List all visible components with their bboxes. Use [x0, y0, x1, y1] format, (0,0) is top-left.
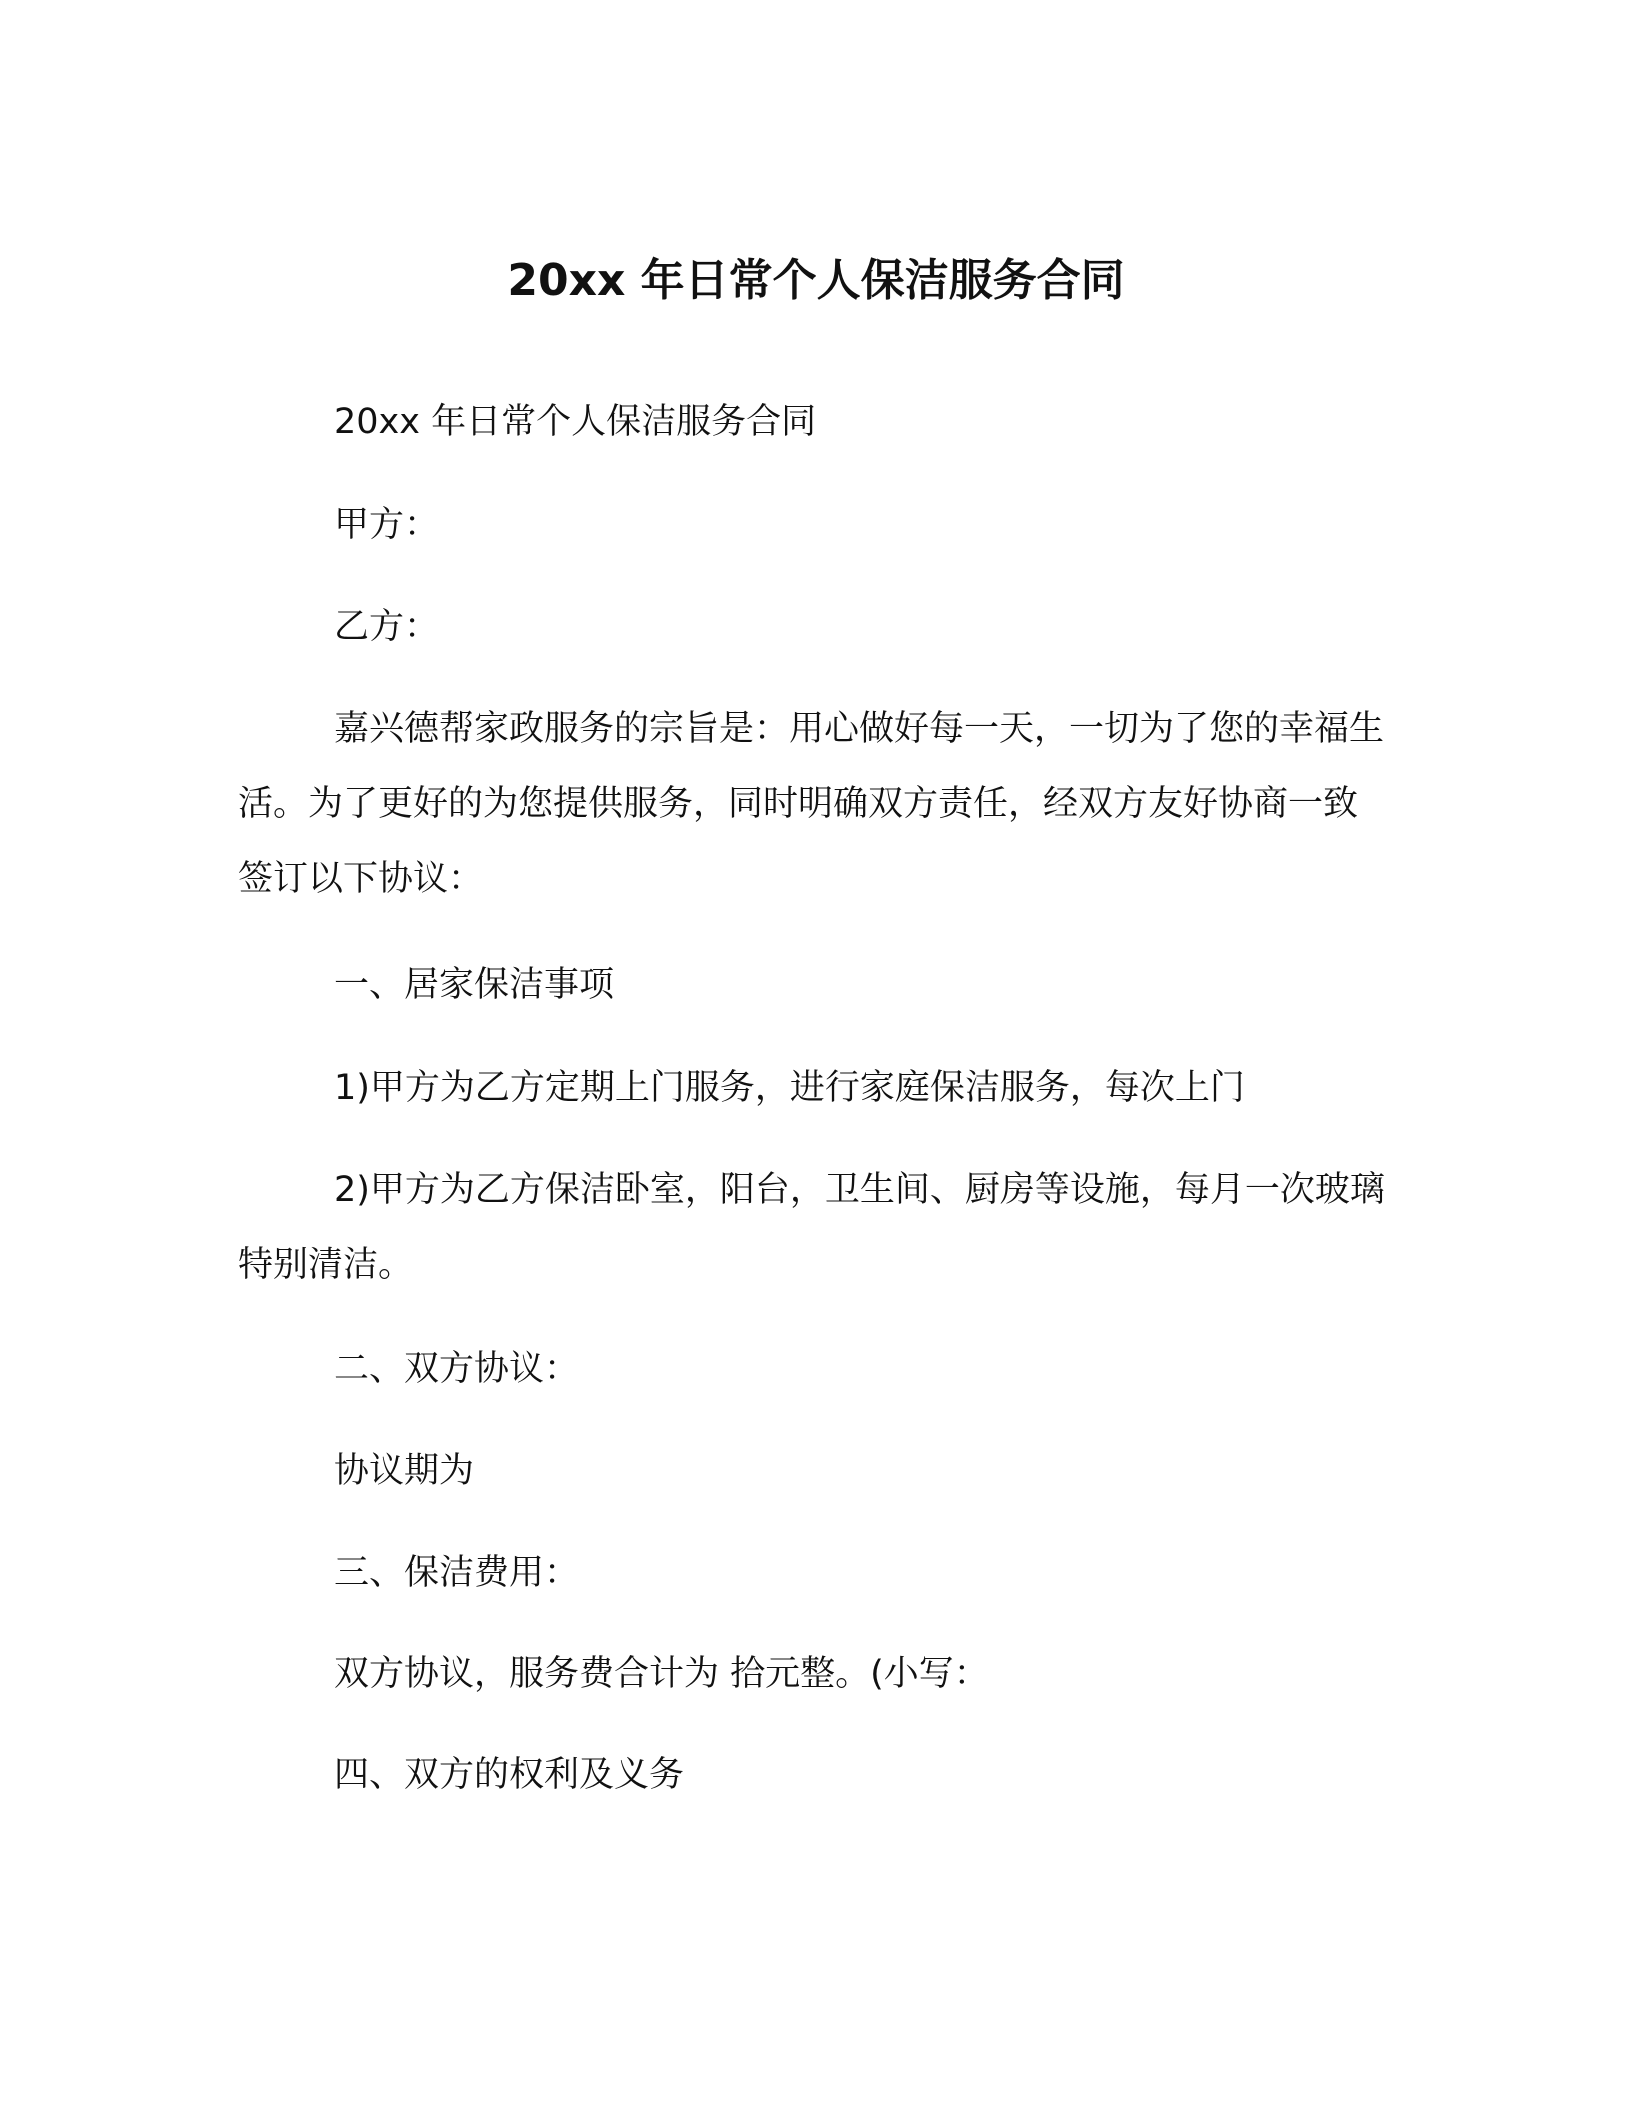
section-3-heading: 三、保洁费用：: [334, 1553, 580, 1593]
service-fee-line: 双方协议，服务费合计为 拾元整。(小写：: [334, 1654, 989, 1694]
section-1-item-1: 1)甲方为乙方定期上门服务，进行家庭保洁服务，每次上门: [334, 1068, 1245, 1108]
document-title: 20xx 年日常个人保洁服务合同: [507, 255, 1125, 307]
party-a-line: 甲方：: [334, 505, 440, 545]
contract-subtitle: 20xx 年日常个人保洁服务合同: [334, 402, 817, 442]
agreement-period-line: 协议期为: [334, 1451, 475, 1491]
section-1-item-2: 2)甲方为乙方保洁卧室，阳台，卫生间、厨房等设施，每月一次玻璃特别清洁。: [238, 1170, 1385, 1285]
preamble-paragraph: 嘉兴德帮家政服务的宗旨是：用心做好每一天，一切为了您的幸福生活。为了更好的为您提供服务，同时明确双方责任，经双方友好协商一致签订以下协议：: [238, 709, 1385, 899]
section-4-heading: 四、双方的权利及义务: [334, 1755, 685, 1795]
section-2-heading: 二、双方协议：: [334, 1349, 580, 1389]
section-1-heading: 一、居家保洁事项: [334, 965, 615, 1005]
party-b-line: 乙方：: [334, 607, 440, 647]
